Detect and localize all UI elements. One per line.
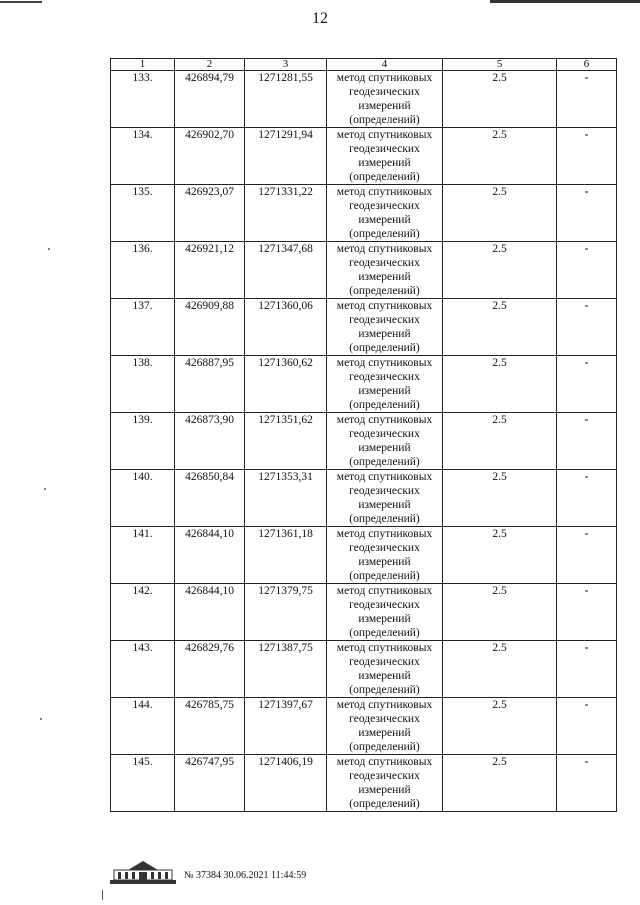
- note-cell: -: [557, 470, 617, 527]
- table-row: [111, 470, 617, 527]
- table-row: [111, 242, 617, 299]
- row-number-cell: 135.: [111, 185, 175, 242]
- x-coordinate-cell: 426850,84: [175, 470, 245, 527]
- accuracy-cell: 2.5: [443, 584, 557, 641]
- x-coordinate-cell: 426844,10: [175, 527, 245, 584]
- accuracy-cell: 2.5: [443, 698, 557, 755]
- y-coordinate-cell: 1271353,31: [245, 470, 327, 527]
- note-cell: -: [557, 185, 617, 242]
- note-cell: -: [557, 641, 617, 698]
- row-number-cell: 141.: [111, 527, 175, 584]
- method-cell: метод спутниковых геодезических измерений (определений): [327, 584, 443, 641]
- x-coordinate-cell: 426873,90: [175, 413, 245, 470]
- row-number-cell: 143.: [111, 641, 175, 698]
- note-cell: -: [557, 356, 617, 413]
- table-row: [111, 299, 617, 356]
- x-coordinate-cell: 426829,76: [175, 641, 245, 698]
- accuracy-cell: 2.5: [443, 527, 557, 584]
- row-number-cell: 136.: [111, 242, 175, 299]
- accuracy-cell: 2.5: [443, 356, 557, 413]
- y-coordinate-cell: 1271360,62: [245, 356, 327, 413]
- x-coordinate-cell: 426921,12: [175, 242, 245, 299]
- method-cell: метод спутниковых геодезических измерений (определений): [327, 242, 443, 299]
- note-cell: -: [557, 242, 617, 299]
- y-coordinate-cell: 1271331,22: [245, 185, 327, 242]
- registration-stamp-text: № 37384 30.06.2021 11:44:59: [184, 870, 307, 881]
- x-coordinate-cell: 426894,79: [175, 71, 245, 128]
- accuracy-cell: 2.5: [443, 128, 557, 185]
- table-row: [111, 584, 617, 641]
- method-cell: метод спутниковых геодезических измерений (определений): [327, 755, 443, 812]
- table-row: [111, 413, 617, 470]
- method-cell: метод спутниковых геодезических измерений (определений): [327, 299, 443, 356]
- note-cell: -: [557, 584, 617, 641]
- x-coordinate-cell: 426923,07: [175, 185, 245, 242]
- method-cell: метод спутниковых геодезических измерений (определений): [327, 527, 443, 584]
- accuracy-cell: 2.5: [443, 641, 557, 698]
- note-cell: -: [557, 698, 617, 755]
- accuracy-cell: 2.5: [443, 470, 557, 527]
- x-coordinate-cell: 426887,95: [175, 356, 245, 413]
- y-coordinate-cell: 1271360,06: [245, 299, 327, 356]
- table-row: [111, 128, 617, 185]
- scan-mark-right: [490, 0, 640, 3]
- method-cell: метод спутниковых геодезических измерений (определений): [327, 71, 443, 128]
- note-cell: -: [557, 71, 617, 128]
- method-cell: метод спутниковых геодезических измерений (определений): [327, 698, 443, 755]
- document-footer: [108, 858, 368, 898]
- table-row: [111, 185, 617, 242]
- x-coordinate-cell: 426844,10: [175, 584, 245, 641]
- y-coordinate-cell: 1271281,55: [245, 71, 327, 128]
- building-seal-icon: [108, 858, 178, 886]
- scan-speck: [48, 248, 50, 250]
- method-cell: метод спутниковых геодезических измерений (определений): [327, 413, 443, 470]
- x-coordinate-cell: 426902,70: [175, 128, 245, 185]
- table-row: [111, 527, 617, 584]
- row-number-cell: 134.: [111, 128, 175, 185]
- table-body: [111, 71, 617, 812]
- accuracy-cell: 2.5: [443, 413, 557, 470]
- row-number-cell: 145.: [111, 755, 175, 812]
- row-number-cell: 139.: [111, 413, 175, 470]
- y-coordinate-cell: 1271351,62: [245, 413, 327, 470]
- method-cell: метод спутниковых геодезических измерений (определений): [327, 128, 443, 185]
- y-coordinate-cell: 1271387,75: [245, 641, 327, 698]
- table-header-row: [111, 59, 617, 71]
- row-number-cell: 144.: [111, 698, 175, 755]
- y-coordinate-cell: 1271406,19: [245, 755, 327, 812]
- note-cell: -: [557, 299, 617, 356]
- header-col-6: 6: [557, 59, 617, 71]
- accuracy-cell: 2.5: [443, 755, 557, 812]
- method-cell: метод спутниковых геодезических измерений (определений): [327, 470, 443, 527]
- y-coordinate-cell: 1271291,94: [245, 128, 327, 185]
- table-row: [111, 356, 617, 413]
- note-cell: -: [557, 755, 617, 812]
- table-row: [111, 71, 617, 128]
- row-number-cell: 137.: [111, 299, 175, 356]
- accuracy-cell: 2.5: [443, 71, 557, 128]
- row-number-cell: 142.: [111, 584, 175, 641]
- header-col-1: 1: [111, 59, 175, 71]
- y-coordinate-cell: 1271361,18: [245, 527, 327, 584]
- row-number-cell: 140.: [111, 470, 175, 527]
- header-col-3: 3: [245, 59, 327, 71]
- note-cell: -: [557, 527, 617, 584]
- row-number-cell: 133.: [111, 71, 175, 128]
- row-number-cell: 138.: [111, 356, 175, 413]
- x-coordinate-cell: 426785,75: [175, 698, 245, 755]
- x-coordinate-cell: 426909,88: [175, 299, 245, 356]
- coordinates-table: [110, 58, 617, 812]
- header-col-4: 4: [327, 59, 443, 71]
- table-row: [111, 698, 617, 755]
- note-cell: -: [557, 413, 617, 470]
- x-coordinate-cell: 426747,95: [175, 755, 245, 812]
- method-cell: метод спутниковых геодезических измерений (определений): [327, 356, 443, 413]
- header-col-5: 5: [443, 59, 557, 71]
- accuracy-cell: 2.5: [443, 242, 557, 299]
- method-cell: метод спутниковых геодезических измерений (определений): [327, 185, 443, 242]
- y-coordinate-cell: 1271397,67: [245, 698, 327, 755]
- accuracy-cell: 2.5: [443, 299, 557, 356]
- y-coordinate-cell: 1271379,75: [245, 584, 327, 641]
- table-row: [111, 755, 617, 812]
- scan-speck: [40, 718, 42, 720]
- method-cell: метод спутниковых геодезических измерений (определений): [327, 641, 443, 698]
- accuracy-cell: 2.5: [443, 185, 557, 242]
- note-cell: -: [557, 128, 617, 185]
- scan-speck: [44, 488, 46, 490]
- header-col-2: 2: [175, 59, 245, 71]
- scan-mark-left: [0, 1, 42, 3]
- y-coordinate-cell: 1271347,68: [245, 242, 327, 299]
- page-number: 12: [312, 10, 328, 27]
- scan-speck: [102, 890, 103, 900]
- table-row: [111, 641, 617, 698]
